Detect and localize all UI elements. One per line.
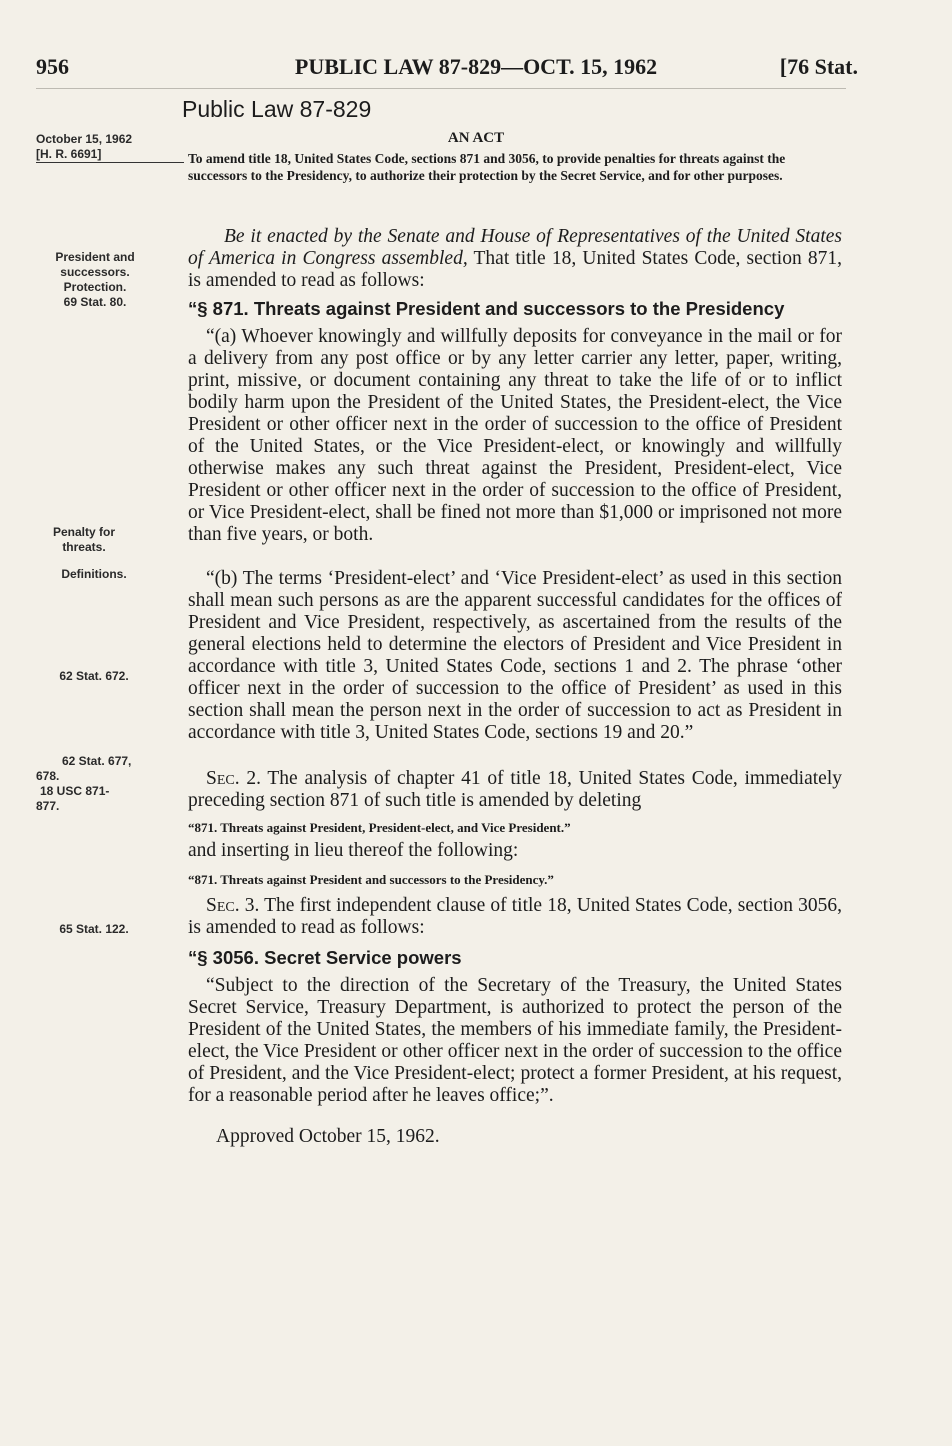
- paragraph-a: “(a) Whoever knowingly and willfully deposits for conveyance in the mail or for a delivery from any post office or by any letter carrier any letter, paper, writing, print, missive, or document containing any threat to take the life of or to inflict bodily harm upon the President of the United States, the President-elect, the Vice President or other officer next in the order of succession to the office of President of the United States, or the Vice President-elect, or knowingly and willfully otherwise makes any such threat against the President, President-elect, Vice President or other officer next in the order of succession to the office of President, or Vice President-elect, shall be fined not more than $1,000 or imprisoned not more than five years, or both.: [188, 326, 842, 545]
- date-rule: [36, 162, 184, 163]
- margin-president-note: President and successors. Protection. 69 Stat. 80.: [55, 250, 135, 309]
- section-2: Sec. 2. The analysis of chapter 41 of title 18, United States Code, immediately preceding section 871 of such title is amended by deleting: [188, 768, 842, 811]
- margin-definitions: Definitions.: [61, 567, 127, 581]
- an-act-heading: AN ACT: [447, 130, 505, 146]
- purpose-clause: To amend title 18, United States Code, sections 871 and 3056, to provide penalties for threats against the successors to the Presidency, to authorize their protection by the Secret Service, and for other purposes.: [188, 151, 786, 183]
- running-title: PUBLIC LAW 87-829—OCT. 15, 1962: [294, 54, 658, 79]
- section-871-heading: “§ 871. Threats against President and successors to the Presidency: [188, 298, 785, 319]
- deleted-title: “871. Threats against President, President-elect, and Vice President.”: [188, 820, 571, 835]
- section-3056-text: “Subject to the direction of the Secretary of the Treasury, the United States Secret Service, Treasury Department, is authorized to protect the person of the President of the United States, the members of his immediate family, the President-elect, the Vice President or other officer next in the order of succession to the office of President, and the Vice President-elect; protect a former President, at his request, for a reasonable period after he leaves office;”.: [188, 975, 842, 1106]
- margin-stat-672: 62 Stat. 672.: [59, 669, 129, 683]
- stat-reference: [76 Stat.: [779, 54, 858, 79]
- margin-date: October 15, 1962: [36, 132, 133, 146]
- margin-stat-677: 62 Stat. 677, 678. 18 USC 871- 877.: [36, 754, 132, 813]
- enacting-clause: Be it enacted by the Senate and House of Representatives of the United States of America in Congress assembled, That title 18, United States Code, section 871, is amended to read as follows:: [188, 226, 842, 291]
- margin-stat-122: 65 Stat. 122.: [59, 922, 129, 936]
- section-3: Sec. 3. The first independent clause of title 18, United States Code, section 3056, is amended to read as follows:: [188, 895, 842, 938]
- margin-penalty: Penalty for threats.: [52, 525, 115, 554]
- header-rule: [36, 88, 846, 89]
- page-number: 956: [36, 54, 69, 79]
- inserting-line: and inserting in lieu thereof the following:: [188, 840, 519, 861]
- new-title: “871. Threats against President and successors to the Presidency.”: [188, 872, 554, 887]
- approval-date: Approved October 15, 1962.: [216, 1126, 440, 1147]
- bleed-through-texture: [188, 1170, 842, 1390]
- public-law-number: Public Law 87-829: [182, 96, 372, 122]
- section-3056-heading: “§ 3056. Secret Service powers: [188, 947, 462, 968]
- paragraph-b: “(b) The terms ‘President-elect’ and ‘Vice President-elect’ as used in this section shall mean such persons as are the apparent successful candidates for the offices of President and Vice President, respectively, as ascertained from the results of the general elections held to determine the electors of President and Vice President in accordance with title 3, United States Code, sections 1 and 2. The phrase ‘other officer next in the order of succession to the office of President’ as used in this section shall mean the person next in the order of succession to act as President in accordance with title 3, United States Code, sections 19 and 20.”: [188, 568, 842, 743]
- margin-bill: [H. R. 6691]: [36, 147, 102, 161]
